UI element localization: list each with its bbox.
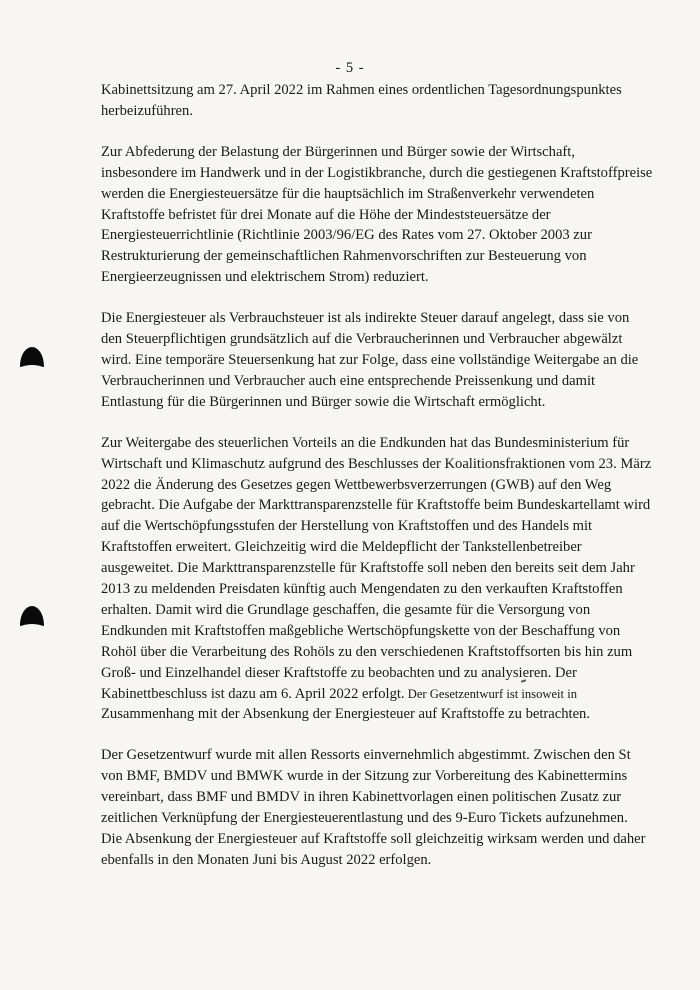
- text-line: Kraftstoffen erweitert. Gleichzeitig wird die Meldepflicht der Tankstellenbetreiber: [101, 539, 582, 556]
- text-line: Restrukturierung der gemeinschaftlichen Rahmenvorschriften zur Besteuerung von: [101, 248, 587, 265]
- paragraph: [101, 80, 661, 122]
- text-segment-small: Der Gesetzentwurf ist insoweit in: [404, 686, 577, 701]
- text-line: Energieerzeugnissen und elektrischem Strom) reduziert.: [101, 269, 429, 286]
- text-line: Kabinettsitzung am 27. April 2022 im Rahmen eines ordentlichen Tagesordnungspunktes: [101, 82, 622, 98]
- text-line: werden die Energiesteuersätze für die hauptsächlich im Straßenverkehr verwendeten: [101, 185, 595, 202]
- text-line: gebracht. Die Aufgabe der Markttransparenzstelle für Kraftstoffe beim Bundeskartellamt wird: [101, 497, 651, 514]
- text-line: Zur Abfederung der Belastung der Bürgerinnen und Bürger sowie der Wirtschaft,: [101, 143, 575, 160]
- text-line: ebenfalls in den Monaten Juni bis August 2022 erfolgen.: [101, 851, 432, 868]
- text-line: herbeizuführen.: [101, 102, 193, 119]
- text-line: Verbraucherinnen und Verbraucher auch eine entsprechende Preissenkung und damit: [101, 372, 596, 389]
- text-line: vereinbart, dass BMF und BMDV in ihren Kabinettvorlagen einen politischen Zusatz zur: [101, 789, 622, 806]
- text-line: Zusammenhang mit der Absenkung der Energiesteuer auf Kraftstoffe zu betrachten.: [101, 706, 590, 723]
- text-line: wird. Eine temporäre Steuersenkung hat zur Folge, dass eine vollständige Weitergabe an die: [101, 351, 639, 368]
- punch-hole-icon: [18, 343, 46, 371]
- text-line: ausgeweitet. Die Markttransparenzstelle für Kraftstoffe soll neben den bereits seit dem Jahr: [101, 560, 635, 577]
- paragraph: [101, 308, 661, 413]
- text-line: zeitlichen Verknüpfung der Energiesteuerentlastung und des 9-Euro Tickets aufzunehmen.: [101, 810, 628, 827]
- text-line: auf die Wertschöpfungsstufen der Herstellung von Kraftstoffen und des Handels mit: [101, 518, 593, 535]
- text-line: Wirtschaft und Klimaschutz aufgrund des Beschlusses der Koalitionsfraktionen vom 23. März: [101, 455, 652, 472]
- document-body: [101, 80, 661, 891]
- text-line: Groß- und Einzelhandel dieser Kraftstoffe zu beobachten und zu analysieren. Der: [101, 664, 577, 681]
- paragraph: [101, 745, 661, 870]
- text-line: Entlastung für die Bürgerinnen und Bürger sowie die Wirtschaft ermöglicht.: [101, 393, 546, 410]
- text-line: den Steuerpflichtigen grundsätzlich auf die Verbraucherinnen und Verbraucher abgewälzt: [101, 331, 623, 348]
- text-line: erhalten. Damit wird die Grundlage geschaffen, die gesamte für die Versorgung von: [101, 601, 591, 618]
- text-line: Die Absenkung der Energiesteuer auf Kraftstoffe soll gleichzeitig wirksam werden und daher: [101, 831, 646, 847]
- text-line: von BMF, BMDV und BMWK wurde in der Sitzung zur Vorbereitung des Kabinettermins: [101, 768, 628, 785]
- text-line: Endkunden mit Kraftstoffen maßgebliche Wertschöpfungskette von der Beschaffung von: [101, 622, 621, 639]
- text-line: Kraftstoffe befristet für drei Monate auf die Höhe der Mindeststeuersätze der: [101, 206, 551, 223]
- text-line: Der Gesetzentwurf wurde mit allen Ressorts einvernehmlich abgestimmt. Zwischen den St: [101, 747, 631, 764]
- text-line: Die Energiesteuer als Verbrauchsteuer ist als indirekte Steuer darauf angelegt, dass sie von: [101, 310, 630, 327]
- text-line: Energiesteuerrichtlinie (Richtlinie 2003/96/EG des Rates vom 27. Oktober 2003 zur: [101, 227, 592, 244]
- page-number: - 5 -: [335, 60, 365, 76]
- text-line: insbesondere im Handwerk und in der Logistikbranche, durch die gestiegenen Kraftstoffpreise: [101, 164, 653, 181]
- paragraph: [101, 433, 661, 726]
- text-segment: Kabinettbeschluss ist dazu am 6. April 2022 erfolgt.: [101, 685, 405, 702]
- punch-hole-icon: [18, 602, 46, 630]
- text-line-mixed: [101, 684, 661, 705]
- text-line: 2022 die Änderung des Gesetzes gegen Wettbewerbsverzerrungen (GWB) auf den Weg: [101, 476, 612, 493]
- text-line: Rohöl über die Verarbeitung des Rohöls zu den verschiedenen Kraftstoffsorten bis hin zum: [101, 643, 633, 660]
- text-line: 2013 zu meldenden Preisdaten künftig auch Mengendaten zu den verkauften Kraftstoffen: [101, 581, 623, 598]
- text-line: Zur Weitergabe des steuerlichen Vorteils an die Endkunden hat das Bundesministerium für: [101, 434, 630, 451]
- paragraph: [101, 142, 661, 288]
